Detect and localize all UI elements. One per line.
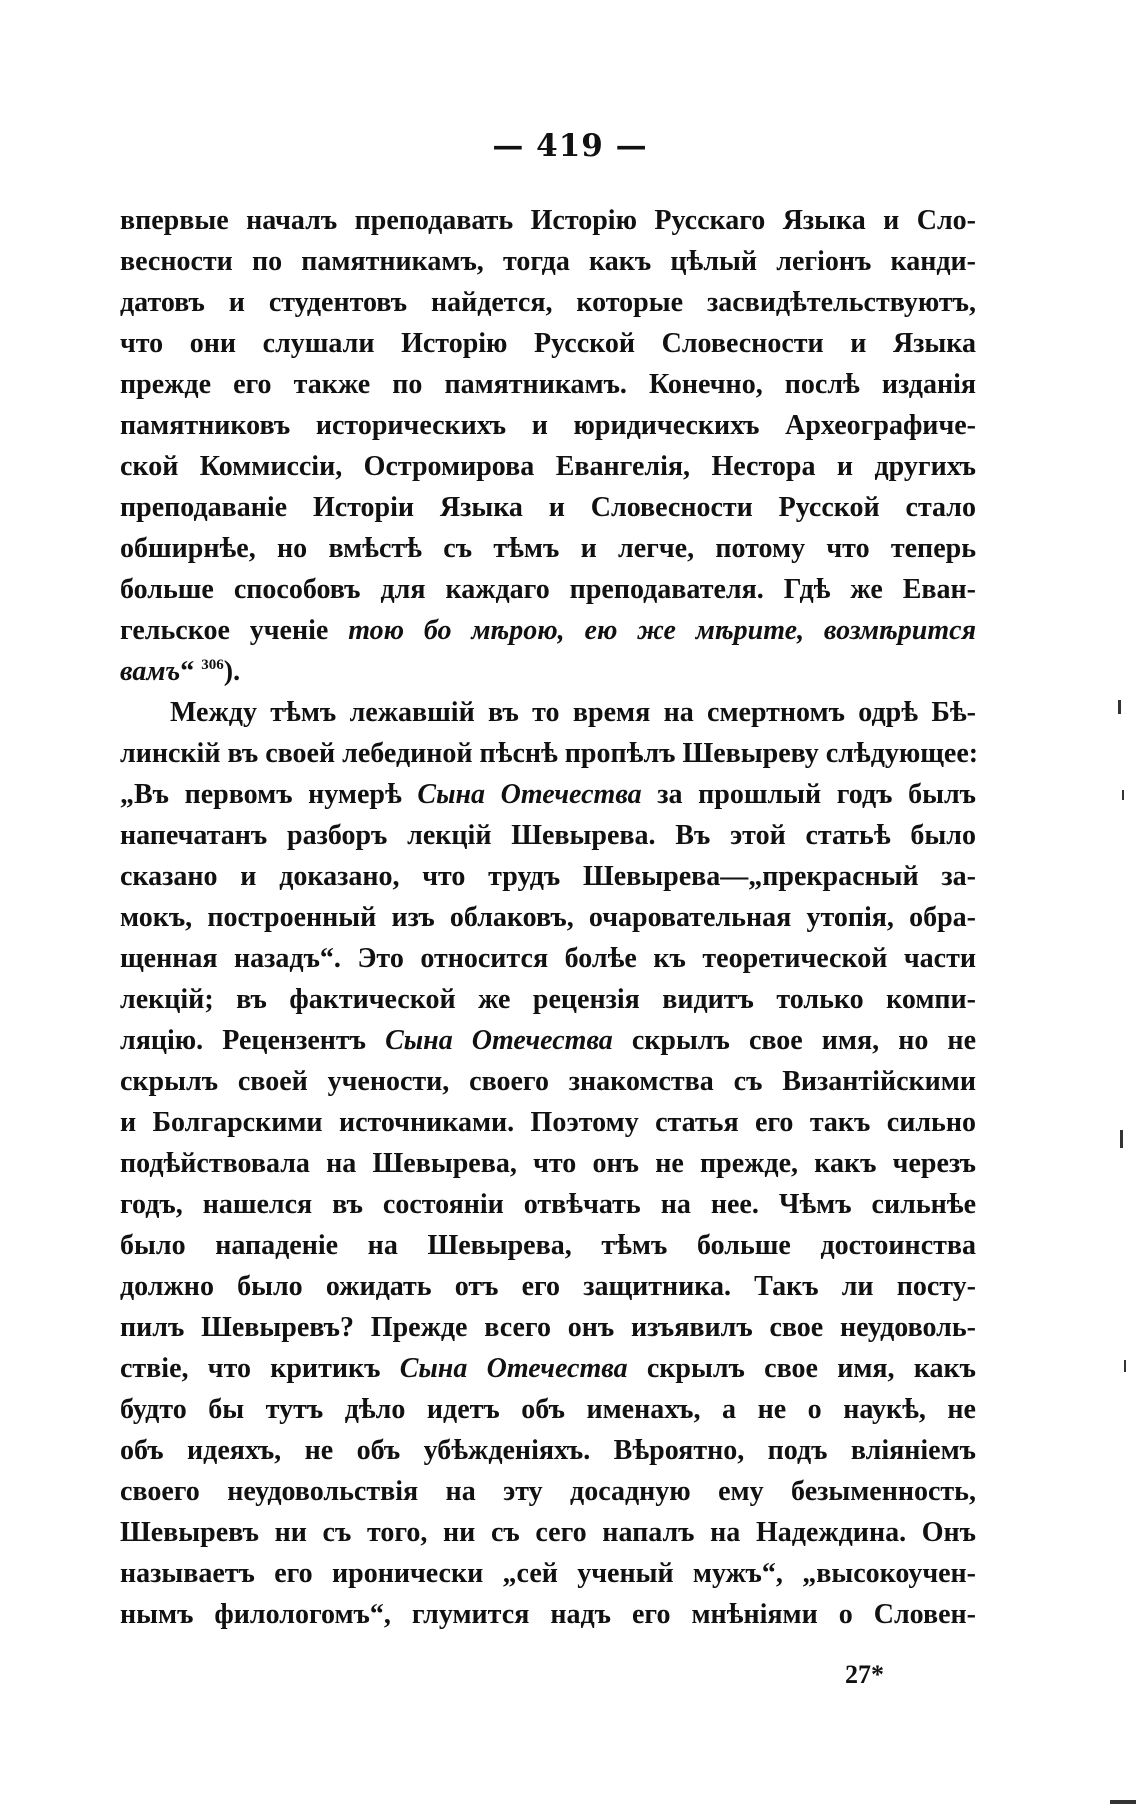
signature-mark: 27* <box>845 1660 884 1689</box>
text-line <box>120 692 976 733</box>
line-text: Между тѣмъ лежавшій въ то время на смертномъ одрѣ Бѣ- <box>170 697 976 728</box>
text-line <box>120 1430 976 1471</box>
line-text: напечатанъ разборъ лекцій Шевырева. Въ этой статьѣ было <box>120 820 976 851</box>
line-text: будто бы тутъ дѣло идетъ объ именахъ, а не о наукѣ, не <box>120 1394 976 1425</box>
line-text: прежде его также по памятникамъ. Конечно, послѣ изданія <box>120 369 976 400</box>
text-line <box>120 200 976 241</box>
text-line <box>120 1061 976 1102</box>
body-text <box>120 200 979 1635</box>
text-line <box>120 938 976 979</box>
text-line <box>120 610 976 651</box>
text-line <box>120 1102 976 1143</box>
line-text: скрылъ своей учености, своего знакомства съ Византійскими <box>120 1066 976 1097</box>
line-text: объ идеяхъ, не объ убѣжденіяхъ. Вѣроятно, подъ вліяніемъ <box>120 1435 976 1466</box>
text-line <box>120 1225 976 1266</box>
line-text: нымъ филологомъ“, глумится надъ его мнѣніями о Словен- <box>120 1599 976 1630</box>
line-text: ствіе, что критикъ <box>120 1353 400 1384</box>
text-line <box>120 487 976 528</box>
italic-title: вамъ <box>120 656 181 687</box>
line-text: ляцію. Рецензентъ <box>120 1025 386 1056</box>
line-text: впервые началъ преподавать Исторію Русскаго Языка и Сло- <box>120 205 976 236</box>
text-line <box>120 856 976 897</box>
text-line <box>120 405 976 446</box>
line-text: за прошлый годъ былъ <box>641 779 976 810</box>
line-text: памятниковъ историческихъ и юридическихъ Археографиче- <box>120 410 976 441</box>
line-text: что они слушали Исторію Русской Словесности и Языка <box>120 328 976 359</box>
line-text: „Въ первомъ нумерѣ <box>120 779 418 810</box>
text-line <box>120 364 976 405</box>
line-text: ской Коммиссіи, Остромирова Евангелія, Нестора и другихъ <box>120 451 976 482</box>
line-text: линскій въ своей лебединой пѣснѣ пропѣлъ Шевыреву слѣдующее: <box>120 738 979 769</box>
text-line <box>120 897 976 938</box>
text-line <box>120 1389 976 1430</box>
text-line <box>120 733 979 774</box>
text-line <box>120 1143 976 1184</box>
line-text: скрылъ свое имя, но не <box>612 1025 976 1056</box>
line-text: обширнѣе, но вмѣстѣ съ тѣмъ и легче, потому что теперь <box>120 533 976 564</box>
line-text: датовъ и студентовъ найдется, которые засвидѣтельствуютъ, <box>120 287 976 318</box>
paragraph-2 <box>120 692 979 1635</box>
text-line <box>120 774 976 815</box>
line-text: мокъ, построенный изъ облаковъ, очаровательная утопія, обра- <box>120 902 976 933</box>
line-text: сказано и доказано, что трудъ Шевырева—„прекрасный за- <box>120 861 976 892</box>
paragraph-1 <box>120 200 976 692</box>
line-text: весности по памятникамъ, тогда какъ цѣлый легіонъ канди- <box>120 246 976 277</box>
text-line <box>120 1553 976 1594</box>
line-text: должно было ожидать отъ его защитника. Такъ ли посту- <box>120 1271 976 1302</box>
text-line <box>120 446 976 487</box>
italic-title: Сына Отечества <box>385 1025 613 1056</box>
line-text: и Болгарскими источниками. Поэтому статья его такъ сильно <box>120 1107 976 1138</box>
line-text: ). <box>223 656 241 687</box>
text-line <box>120 323 976 364</box>
text-line <box>120 282 976 323</box>
line-text: подѣйствовала на Шевырева, что онъ не прежде, какъ черезъ <box>120 1148 976 1179</box>
text-line <box>120 651 976 692</box>
text-line <box>120 979 976 1020</box>
footnote-ref: 306 <box>201 657 224 673</box>
text-line <box>120 815 976 856</box>
line-text: годъ, нашелся въ состояніи отвѣчать на нее. Чѣмъ сильнѣе <box>120 1189 976 1220</box>
line-text: гельское ученіе <box>120 615 349 646</box>
text-line <box>120 1307 976 1348</box>
italic-title: тою бо мѣрою, ею же мѣрите, возмѣрится <box>348 615 976 646</box>
line-text: пилъ Шевыревъ? Прежде всего онъ изъявилъ свое неудоволь- <box>120 1312 976 1343</box>
italic-title: Сына Отечества <box>417 779 642 810</box>
text-line <box>120 1020 976 1061</box>
text-line <box>120 1594 976 1635</box>
line-text: было нападеніе на Шевырева, тѣмъ больше достоинства <box>120 1230 976 1261</box>
text-line <box>120 1266 976 1307</box>
text-line <box>120 1184 976 1225</box>
line-text: больше способовъ для каждаго преподавателя. Гдѣ же Еван- <box>120 574 976 605</box>
text-line <box>120 241 976 282</box>
line-text: лекцій; въ фактической же рецензія видитъ только компи- <box>120 984 976 1015</box>
text-line <box>120 1512 976 1553</box>
italic-title: Сына Отечества <box>399 1353 628 1384</box>
text-line <box>120 1348 976 1389</box>
text-line <box>120 569 976 610</box>
line-text: называетъ его иронически „сей ученый мужъ“, „высокоучен- <box>120 1558 976 1589</box>
text-line <box>120 1471 976 1512</box>
line-text: Шевыревъ ни съ того, ни съ сего напалъ на Надеждина. Онъ <box>120 1517 976 1548</box>
line-text: “ <box>180 656 202 687</box>
line-text: щенная назадъ“. Это относится болѣе къ теоретической части <box>120 943 976 974</box>
text-line <box>120 528 976 569</box>
line-text: преподаваніе Исторіи Языка и Словесности Русской стало <box>120 492 976 523</box>
scan-margin-artifacts <box>1110 0 1140 1820</box>
line-text: своего неудовольствія на эту досадную ему безыменность, <box>120 1476 976 1507</box>
page-number: — 419 — <box>492 128 648 164</box>
line-text: скрылъ свое имя, какъ <box>627 1353 976 1384</box>
